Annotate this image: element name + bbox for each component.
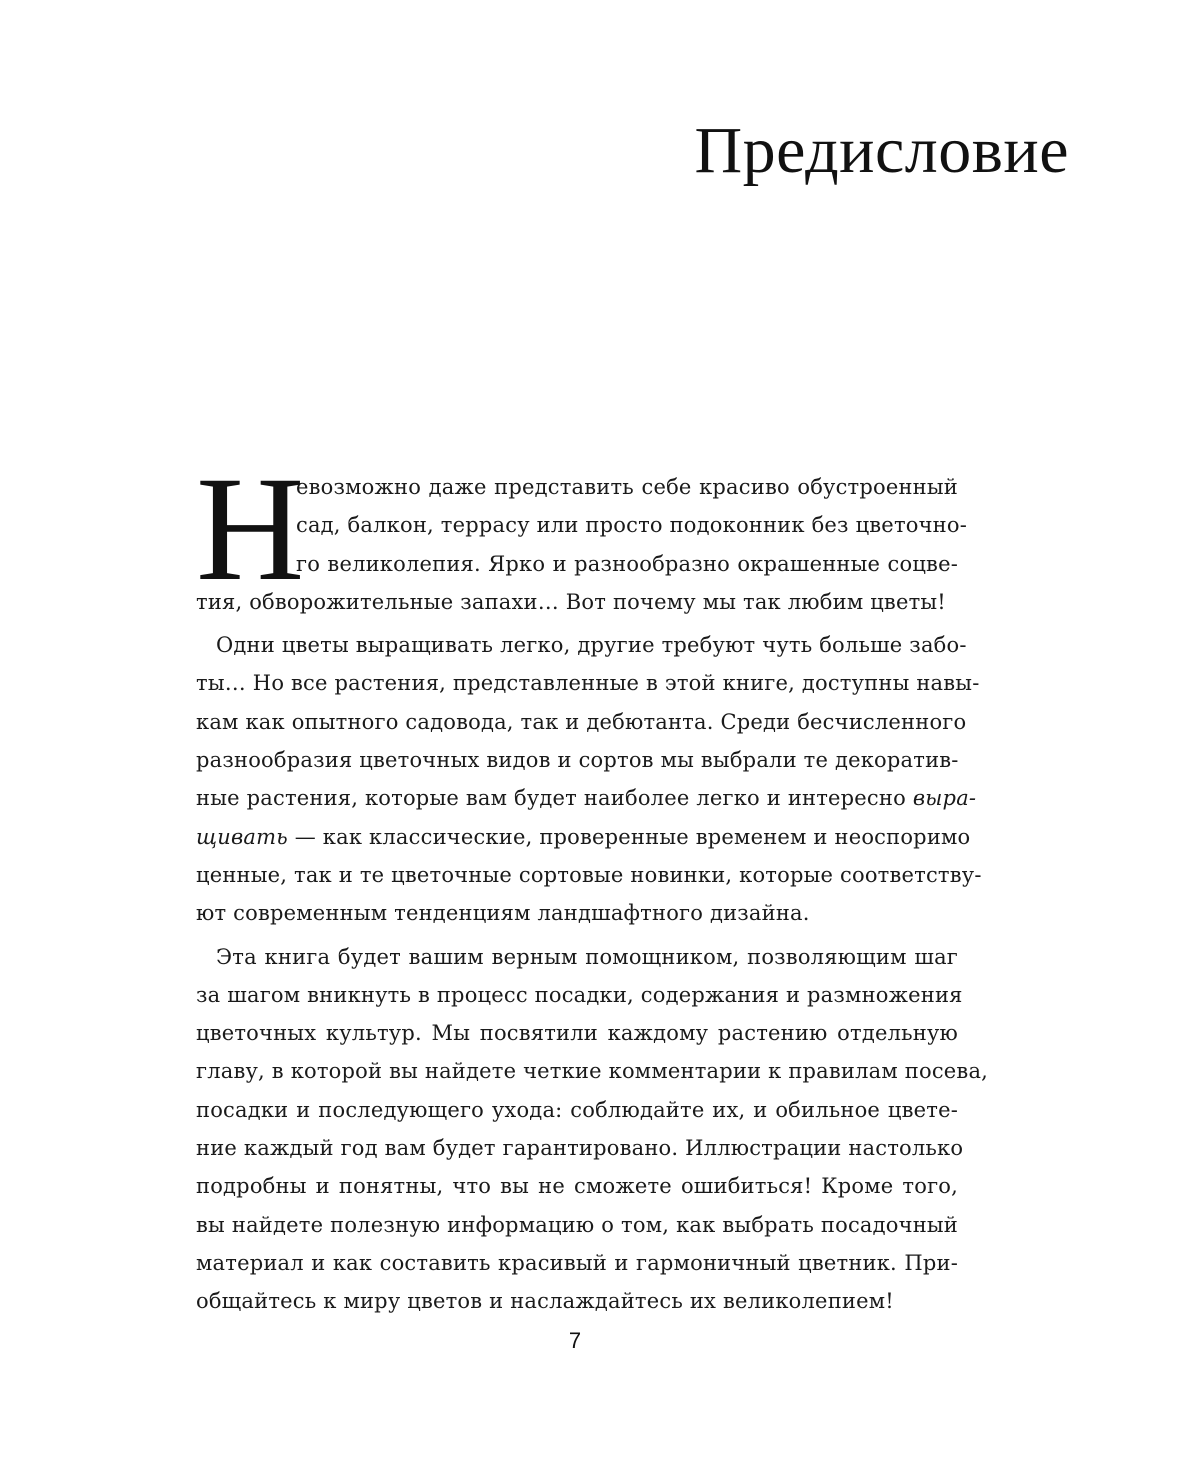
text-line: подробны и понятны, что вы не сможете ошибиться! Кроме того, xyxy=(196,1174,958,1199)
drop-cap: Н xyxy=(196,446,305,612)
text-line: кам как опытного садовода, так и дебютанта. Среди бесчисленного xyxy=(196,709,967,734)
text-line: Эта книга будет вашим верным помощником, позволяющим шаг xyxy=(216,944,958,969)
text-line: го великолепия. Ярко и разнообразно окрашенные соцве- xyxy=(296,551,958,576)
text-line-with-emphasis xyxy=(196,779,977,817)
text-segment: — как классические, проверенные временем и неоспоримо xyxy=(294,824,971,849)
text-line: тия, обворожительные запахи… Вот почему мы так любим цветы! xyxy=(196,589,946,614)
text-line: Одни цветы выращивать легко, другие требуют чуть больше забо- xyxy=(216,633,967,658)
text-line: материал и как составить красивый и гармоничный цветник. При- xyxy=(196,1250,958,1275)
page-title: Предисловие xyxy=(694,114,1069,187)
text-line: ценные, так и те цветочные сортовые новинки, которые соответству- xyxy=(196,862,982,887)
text-line: ние каждый год вам будет гарантировано. Иллюстрации настолько xyxy=(196,1136,964,1161)
text-line: цветочных культур. Мы посвятили каждому растению отдельную xyxy=(196,1021,958,1046)
text-line-with-emphasis xyxy=(196,818,971,856)
paragraph-2 xyxy=(196,626,982,932)
text-segment: ные растения, которые вам будет наиболее легко и интересно xyxy=(196,786,906,811)
text-line: за шагом вникнуть в процесс посадки, содержания и размножения xyxy=(196,982,963,1007)
paragraph-3 xyxy=(196,938,989,1321)
text-line: посадки и последующего ухода: соблюдайте их, и обильное цвете- xyxy=(196,1097,958,1122)
emphasized-word: выра- xyxy=(912,786,977,811)
text-line: вы найдете полезную информацию о том, как выбрать посадочный xyxy=(196,1212,958,1237)
text-line: сад, балкон, террасу или просто подоконник без цветочно- xyxy=(296,513,968,538)
text-line: главу, в которой вы найдете четкие комментарии к правилам посева, xyxy=(196,1059,989,1084)
text-line: евозможно даже представить себе красиво обустроенный xyxy=(296,475,958,499)
paragraph-1 xyxy=(196,446,968,621)
text-line: ют современным тенденциям ландшафтного дизайна. xyxy=(196,901,810,926)
text-line: общайтесь к миру цветов и наслаждайтесь их великолепием! xyxy=(196,1289,894,1314)
text-line: ты… Но все растения, представленные в этой книге, доступны навы- xyxy=(196,671,980,696)
text-line: разнообразия цветочных видов и сортов мы выбрали те декоратив- xyxy=(196,748,959,773)
emphasized-word: щивать xyxy=(196,824,288,849)
page-number: 7 xyxy=(568,1328,582,1353)
preface-text xyxy=(196,446,989,1326)
